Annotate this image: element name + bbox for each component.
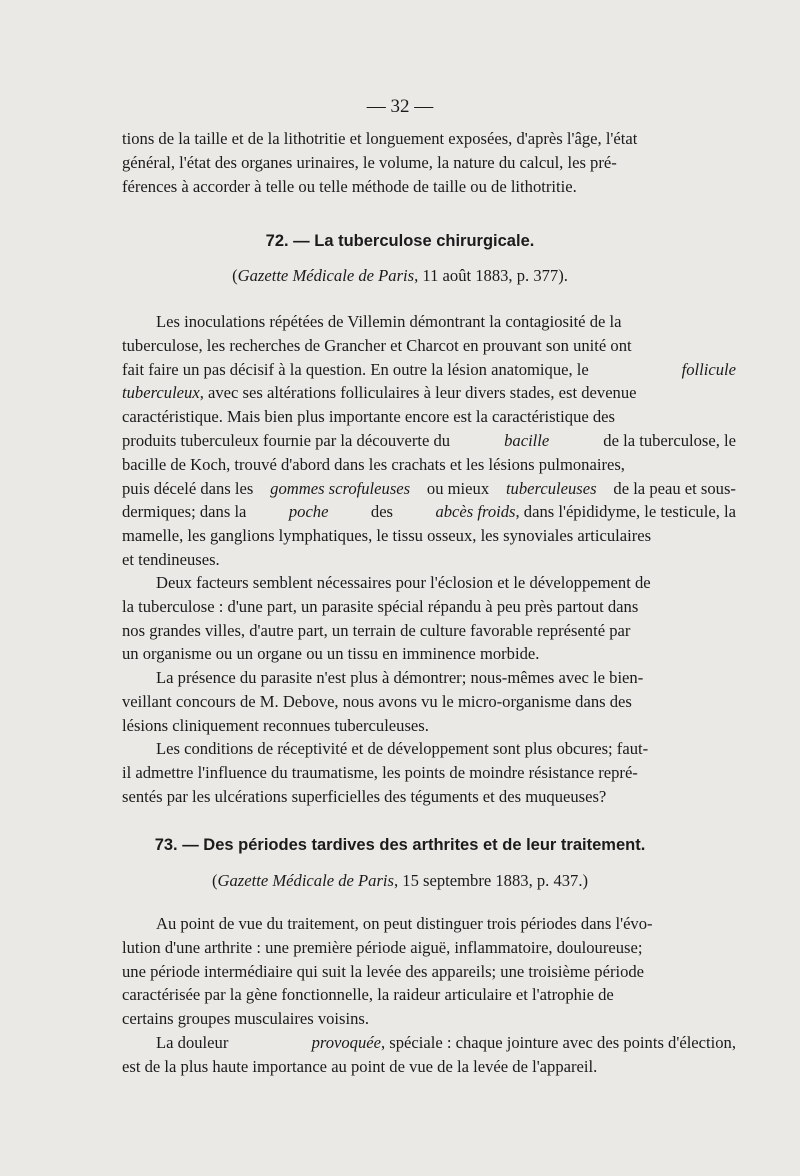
page-number: — 32 — — [366, 96, 434, 117]
text-line: un organisme ou un organe ou un tissu en imminence morbide. — [122, 644, 540, 664]
text-line: et tendineuses. — [122, 549, 220, 569]
text-line: général, l'état des organes urinaires, le volume, la nature du calcul, les pré- — [122, 152, 617, 172]
text-line: Deux facteurs semblent nécessaires pour l'éclosion et le développement de — [156, 573, 651, 592]
text-line: la tuberculose : d'une part, un parasite spécial répandu à peu près partout dans — [122, 596, 639, 616]
text-line: caractérisée par la gène fonctionnelle, la raideur articulaire et l'atrophie de — [122, 985, 614, 1005]
text-line: mamelle, les ganglions lymphatiques, le tissu osseux, les synoviales articulaires — [122, 526, 652, 546]
section-72-heading: 72. — La tuberculose chirurgicale. — [265, 232, 535, 250]
section-73-paragraph-1 — [122, 912, 736, 1031]
section-72-paragraph-4 — [122, 737, 736, 808]
text-line: il admettre l'influence du traumatisme, les points de moindre résistance repré- — [122, 762, 638, 782]
section-73-source: (Gazette Médicale de Paris, 15 septembre 1883, p. 437.) — [211, 871, 589, 890]
text-line: Les conditions de réceptivité et de développement sont plus obcures; faut- — [156, 739, 649, 758]
text-line: caractéristique. Mais bien plus importante encore est la caractéristique des — [122, 407, 615, 427]
text-line: férences à accorder à telle ou telle méthode de taille ou de lithotritie. — [122, 176, 577, 196]
text-line: veillant concours de M. Debove, nous avons vu le micro-organisme dans des — [122, 691, 632, 711]
journal-title: Gazette Médicale de Paris — [237, 266, 415, 285]
section-73-paragraph-2 — [122, 1031, 736, 1079]
text-line: tuberculeux, avec ses altérations folliculaires à leur divers stades, est devenue — [122, 383, 637, 403]
text-line: lution d'une arthrite : une première période aiguë, inflammatoire, douloureuse; — [122, 937, 643, 957]
journal-title: Gazette Médicale de Paris — [217, 871, 394, 890]
text-line: sentés par les ulcérations superficielles des téguments et des muqueuses? — [122, 786, 607, 806]
section-72-paragraph-2 — [122, 571, 736, 666]
section-72-paragraph-3 — [122, 666, 736, 737]
text-line: une période intermédiaire qui suit la levée des appareils; une troisième période — [122, 961, 645, 981]
text-line: Au point de vue du traitement, on peut distinguer trois périodes dans l'évo- — [156, 914, 653, 933]
text-line: puis décelé dans les gommes scrofuleuses ou mieux tuberculeuses de la peau et sous- — [122, 478, 736, 498]
text-line: bacille de Koch, trouvé d'abord dans les crachats et les lésions pulmonaires, — [122, 454, 625, 474]
text-line: nos grandes villes, d'autre part, un terrain de culture favorable représenté par — [122, 620, 631, 640]
text-line: dermiques; dans la poche des abcès froids, dans l'épididyme, le testicule, la — [122, 502, 736, 522]
intro-paragraph — [122, 127, 736, 198]
section-73-heading: 73. — Des périodes tardives des arthrites et de leur traitement. — [154, 836, 646, 854]
text-line: tuberculose, les recherches de Grancher et Charcot en prouvant son unité ont — [122, 335, 632, 355]
text-line: fait faire un pas décisif à la question. En outre la lésion anatomique, le follicule — [122, 359, 736, 379]
text-line: certains groupes musculaires voisins. — [122, 1009, 370, 1029]
text-line: est de la plus haute importance au point de vue de la levée de l'appareil. — [122, 1056, 598, 1076]
text-line: tions de la taille et de la lithotritie et longuement exposées, d'après l'âge, l'état — [122, 129, 638, 148]
text-line: La douleur provoquée, spéciale : chaque jointure avec des points d'élection, — [156, 1033, 736, 1052]
text-line: produits tuberculeux fournie par la découverte du bacille de la tuberculose, le — [122, 430, 736, 450]
text-line: lésions cliniquement reconnues tuberculeuses. — [122, 715, 429, 735]
text-line: La présence du parasite n'est plus à démontrer; nous-mêmes avec le bien- — [156, 668, 644, 687]
section-72-source: (Gazette Médicale de Paris, 11 août 1883, p. 377). — [232, 266, 568, 285]
text-line: Les inoculations répétées de Villemin démontrant la contagiosité de la — [156, 312, 622, 331]
section-72-paragraph-1 — [122, 310, 736, 572]
